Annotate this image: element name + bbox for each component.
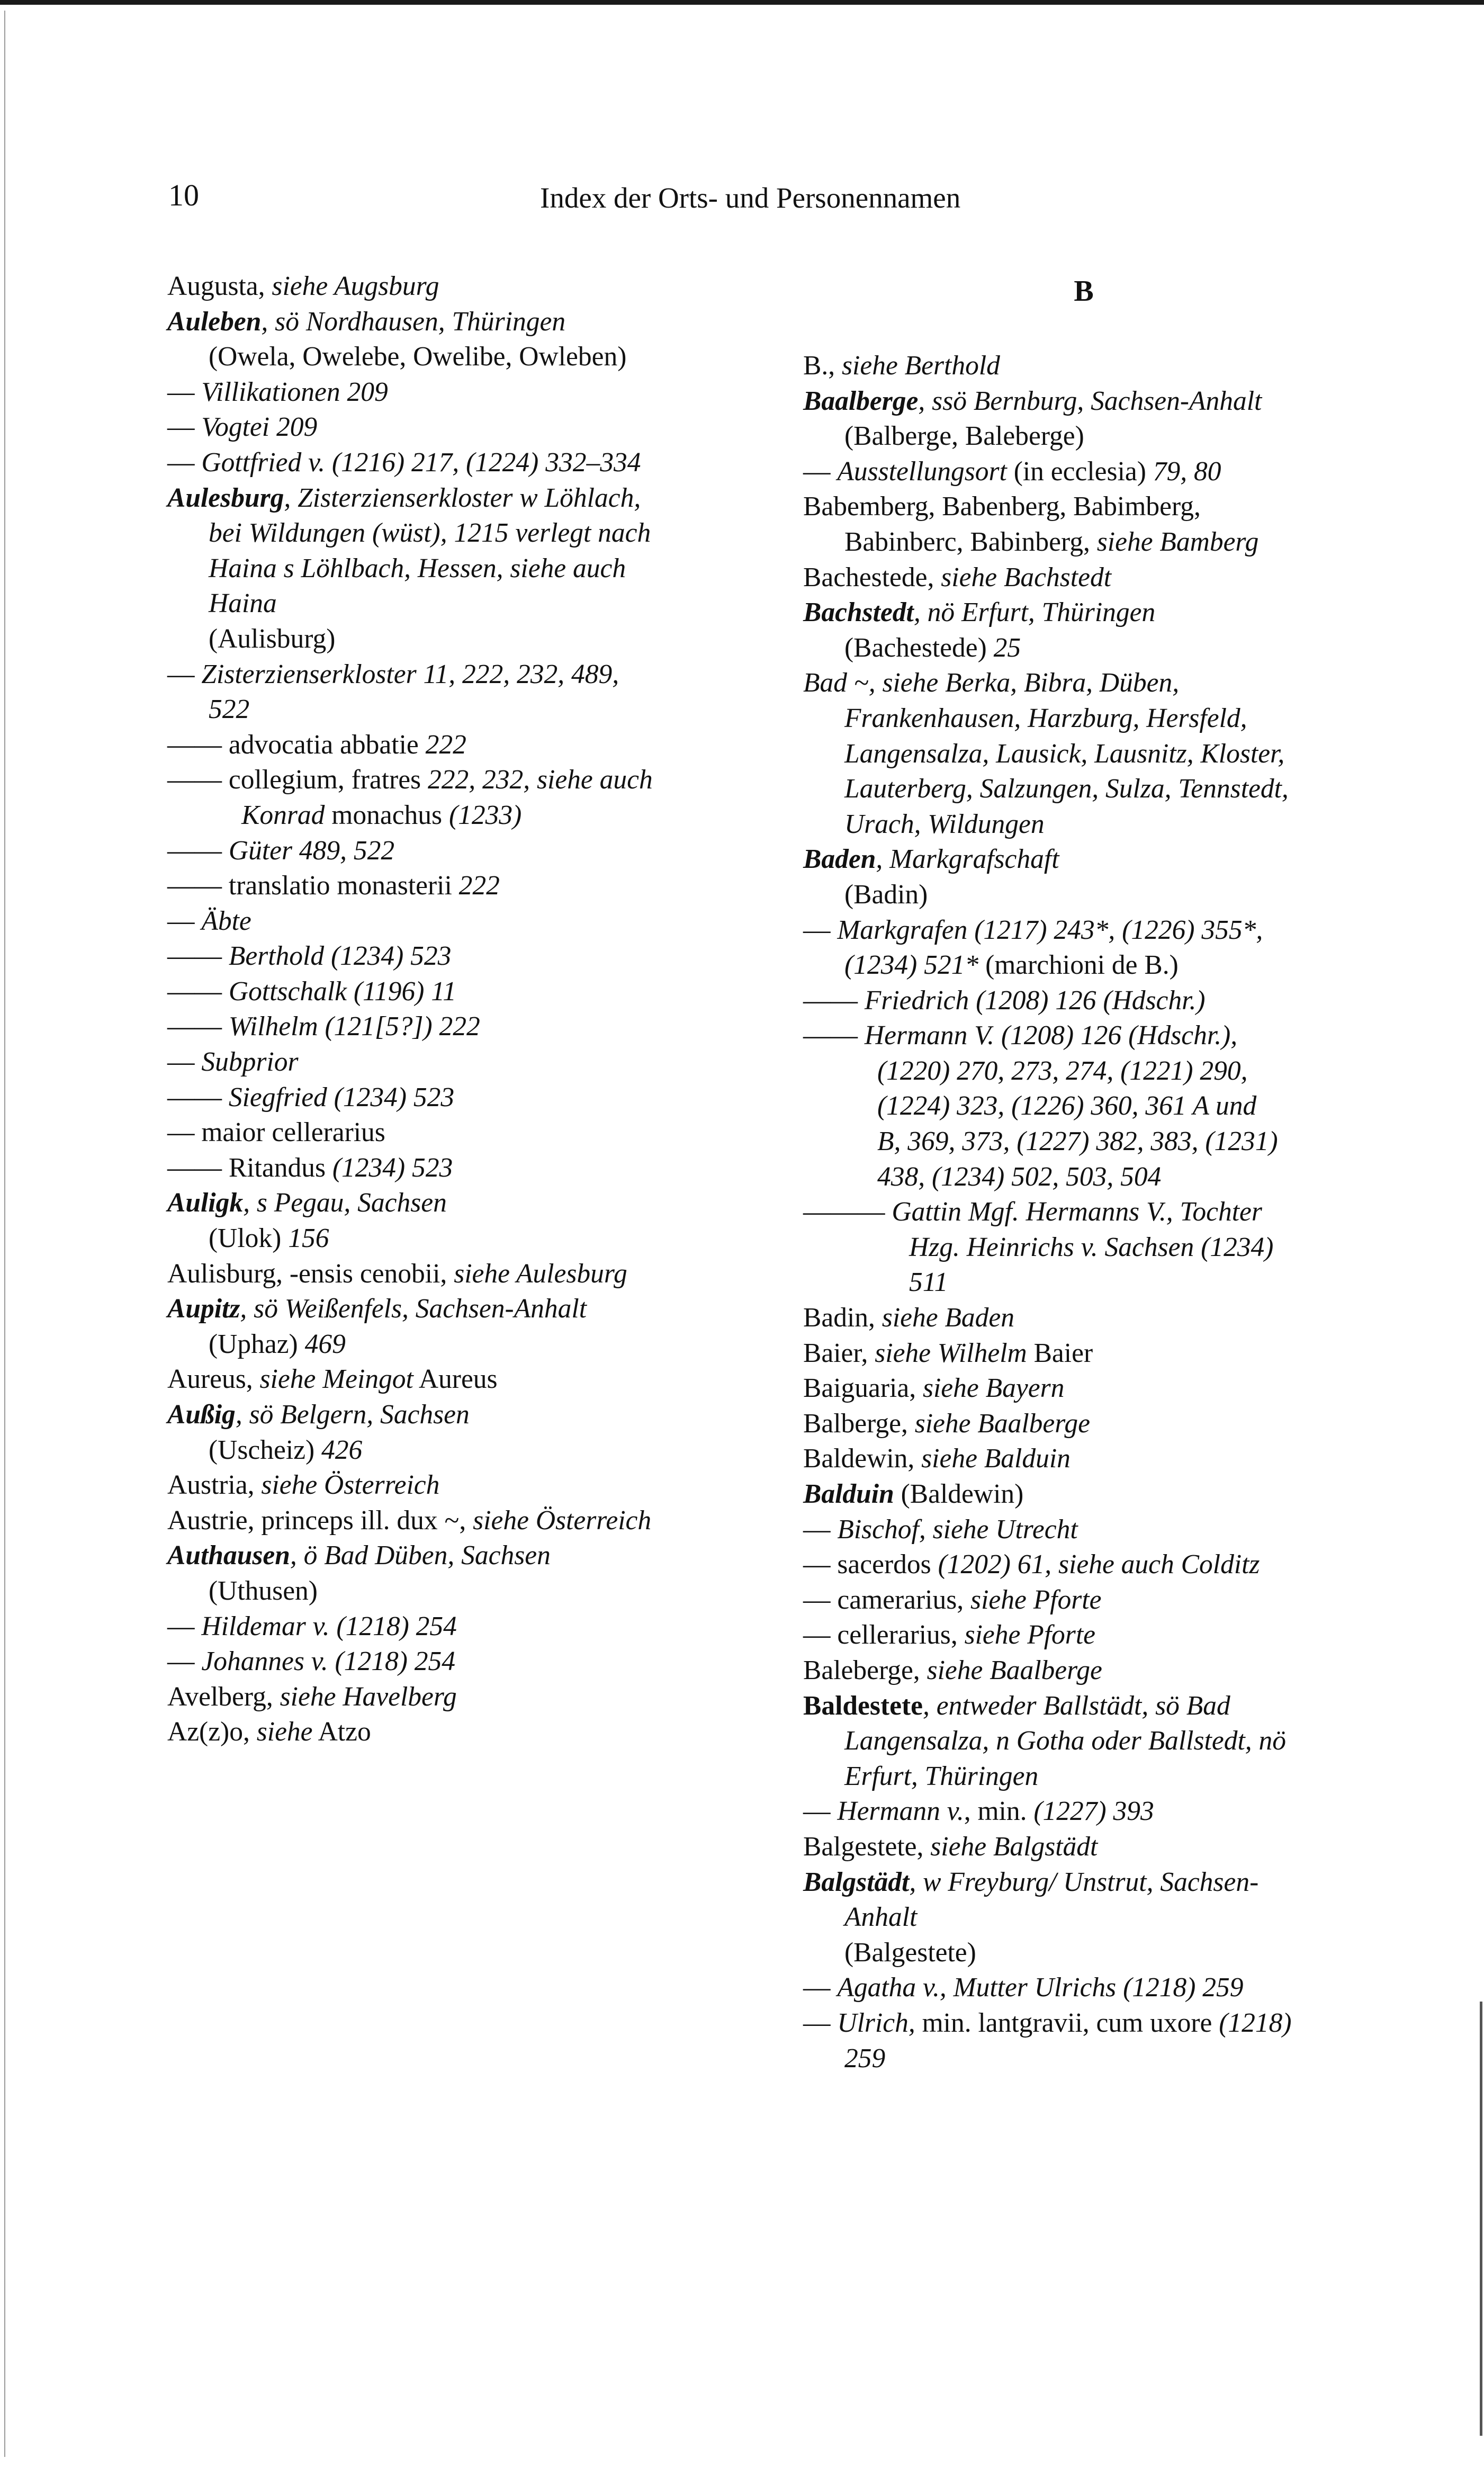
index-line (803, 1653, 1364, 1689)
index-text: Langensalza, Lausick, Lausnitz, Kloster, (844, 738, 1285, 769)
index-line (167, 1186, 739, 1221)
index-text: siehe Baden (882, 1303, 1015, 1333)
index-text: Az(z)o, (167, 1717, 257, 1747)
index-text: (marchioni de B.) (978, 950, 1179, 981)
index-text: — (803, 2007, 838, 2038)
index-text: Frankenhausen, Harzburg, Hersfeld, (844, 703, 1247, 733)
index-text: siehe Pforte (970, 1584, 1102, 1615)
index-text: (Badin) (844, 879, 928, 910)
index-text: (Balgestete) (844, 1937, 976, 1968)
index-text: 511 (909, 1267, 948, 1298)
index-text: B., (803, 351, 842, 381)
index-text: — (803, 1972, 838, 2003)
index-line (167, 1151, 739, 1186)
index-text: — (167, 905, 202, 936)
index-text: Balberge, (803, 1408, 915, 1439)
index-text: —— (803, 1020, 865, 1051)
index-line (803, 877, 1364, 913)
index-text: Baier, (803, 1338, 875, 1368)
index-text: Balgestete, (803, 1831, 931, 1862)
index-line (167, 1257, 739, 1292)
index-line (167, 762, 739, 798)
index-text: siehe Bamberg (1096, 526, 1259, 557)
index-text: 222 (458, 871, 500, 901)
index-line (803, 1230, 1364, 1266)
index-text: Gottschalk (1196) 11 (228, 976, 456, 1007)
index-line (803, 983, 1364, 1019)
index-text: — maior cellerarius (167, 1117, 385, 1148)
index-text: Subprior (201, 1047, 299, 1078)
index-line (167, 939, 739, 974)
index-headword: Aulesburg (167, 482, 284, 513)
index-line (803, 1371, 1364, 1406)
index-line (803, 1018, 1364, 1054)
index-line (167, 1221, 739, 1257)
index-text: 426 (321, 1434, 363, 1465)
index-line (167, 1433, 739, 1468)
index-text: Austrie, princeps ill. dux ~, (167, 1505, 473, 1536)
section-letter: B (1074, 275, 1094, 308)
index-line (803, 1970, 1364, 2006)
index-text: (in ecclesia) (1006, 456, 1153, 487)
index-text: , entweder Ballstädt, sö Bad (922, 1690, 1230, 1721)
index-line (167, 833, 739, 869)
index-text: siehe (256, 1717, 313, 1747)
index-text: , Zisterzienserkloster w Löhlach, (284, 482, 641, 513)
index-text: (Balberge, Baleberge) (844, 421, 1084, 452)
index-text: Güter 489, 522 (228, 835, 395, 866)
index-text: siehe Berthold (841, 351, 1000, 381)
index-text: Haina s Löhlbach, Hessen, siehe auch (209, 553, 626, 584)
index-headword: Baldestete (803, 1690, 923, 1721)
index-line (167, 410, 739, 445)
index-line (167, 1080, 739, 1116)
index-line (167, 1538, 739, 1574)
index-line (167, 798, 739, 833)
index-text: Anhalt (844, 1902, 918, 1933)
index-text: siehe Bayern (922, 1373, 1065, 1404)
index-text: Äbte (201, 905, 251, 936)
index-line (803, 525, 1364, 560)
index-text: Hermann V. (1208) 126 (Hdschr.), (864, 1020, 1238, 1051)
index-line (167, 1468, 739, 1503)
index-text: —— (167, 835, 229, 866)
index-headword: Balgstädt (803, 1867, 910, 1897)
index-text: — (803, 1514, 838, 1545)
index-line (803, 666, 1364, 701)
index-text: Gattin Mgf. Hermanns V., Tochter (892, 1197, 1262, 1227)
index-text: Berthold (1234) 523 (228, 941, 452, 972)
index-text: Langensalza, n Gotha oder Ballstedt, nö (844, 1726, 1287, 1756)
index-line (803, 454, 1364, 490)
index-text: 259 (844, 2043, 886, 2074)
index-line (803, 771, 1364, 807)
index-headword: Balduin (803, 1479, 894, 1509)
index-text: 79, 80 (1153, 456, 1221, 487)
index-text: 438, (1234) 502, 503, 504 (877, 1161, 1162, 1192)
index-text: , min. (964, 1796, 1034, 1827)
index-line (803, 1300, 1364, 1336)
index-line (167, 586, 739, 622)
index-headword: Auleben (167, 306, 262, 337)
index-line (803, 1195, 1364, 1230)
index-line (803, 807, 1364, 842)
index-line (167, 1115, 739, 1151)
index-text: siehe Aulesburg (454, 1258, 627, 1289)
index-line (803, 1794, 1364, 1829)
index-text: — (167, 447, 202, 478)
index-text: Zisterzienserkloster 11, 222, 232, 489, (201, 659, 619, 689)
index-text: Vogtei 209 (201, 412, 318, 443)
index-text: Babemberg, Babenberg, Babimberg, (803, 491, 1201, 522)
index-text: Erfurt, Thüringen (844, 1761, 1039, 1791)
index-text: Bischof, siehe Utrecht (837, 1514, 1078, 1545)
index-text: (Bachestede) (844, 632, 994, 663)
index-line (167, 1680, 739, 1715)
index-line (167, 1009, 739, 1045)
index-text: Johannes v. (1218) 254 (201, 1646, 455, 1677)
index-text: , sö Belgern, Sachsen (235, 1400, 470, 1430)
index-text: Atzo (312, 1717, 371, 1747)
index-column-right (803, 269, 1364, 2076)
index-text: Bad ~, siehe Berka, Bibra, Düben, (803, 668, 1180, 698)
index-text: — (167, 659, 202, 689)
index-text: — (167, 1047, 202, 1078)
index-text: siehe Baalberge (914, 1408, 1091, 1439)
index-line (803, 1160, 1364, 1195)
index-text: — (167, 412, 202, 443)
index-text: Agatha v., Mutter Ulrichs (1218) 259 (837, 1972, 1244, 2003)
index-line (167, 1503, 739, 1539)
index-text: — (803, 914, 838, 945)
index-text: siehe Österreich (261, 1470, 440, 1501)
index-text: 522 (209, 694, 250, 725)
index-line (803, 1724, 1364, 1759)
index-line (803, 842, 1364, 877)
index-text: —— (167, 941, 229, 972)
index-line (167, 728, 739, 763)
index-line (803, 1054, 1364, 1089)
index-text: Babinberc, Babinberg, (844, 526, 1097, 557)
index-text: siehe Balgstädt (930, 1831, 1098, 1862)
index-text: Markgrafen (1217) 243*, (1226) 355*, (837, 914, 1263, 945)
index-text: Baleberge, (803, 1655, 927, 1685)
index-text: siehe Augsburg (272, 271, 439, 301)
index-line (167, 1644, 739, 1680)
index-line (167, 1045, 739, 1080)
index-text: siehe Wilhelm (875, 1338, 1027, 1368)
index-text: Villikationen 209 (201, 376, 388, 407)
index-headword: Aupitz (167, 1294, 240, 1324)
index-text: Hildemar v. (1218) 254 (201, 1611, 457, 1641)
index-text: Aureus (413, 1364, 498, 1395)
index-text: siehe Bachstedt (941, 562, 1112, 593)
index-line (167, 516, 739, 551)
index-line (803, 737, 1364, 772)
index-text: Gottfried v. (1216) 217, (1224) 332–334 (201, 447, 641, 478)
index-text: — camerarius, (803, 1584, 971, 1615)
running-header-title: Index der Orts- und Personennamen (540, 182, 961, 214)
index-line (803, 1829, 1364, 1865)
index-text: 222 (425, 729, 466, 760)
index-text: Siegfried (1234) 523 (228, 1082, 455, 1113)
index-line (167, 1291, 739, 1327)
index-text: (Uthusen) (209, 1575, 318, 1606)
index-line (167, 445, 739, 481)
index-line (803, 419, 1364, 454)
index-text: —— (167, 976, 229, 1007)
index-text: —— (167, 1011, 229, 1042)
index-line (803, 1406, 1364, 1442)
index-text: Friedrich (1208) 126 (Hdschr.) (864, 985, 1206, 1016)
index-line (803, 489, 1364, 525)
index-text: ——— (803, 1197, 892, 1227)
index-line (167, 1715, 739, 1750)
index-line (803, 1089, 1364, 1124)
index-line (167, 1609, 739, 1645)
index-headword: Authausen (167, 1540, 290, 1571)
index-text: , Markgrafschaft (876, 844, 1059, 875)
index-line (803, 631, 1364, 666)
index-line (167, 657, 739, 693)
index-text: — sacerdos (803, 1549, 938, 1580)
index-line (803, 1265, 1364, 1300)
index-text: Wilhelm (121[5?]) 222 (228, 1011, 480, 1042)
index-text: , ö Bad Düben, Sachsen (290, 1540, 551, 1571)
index-column-left (167, 269, 739, 1750)
index-text: Hzg. Heinrichs v. Sachsen (1234) (909, 1232, 1274, 1262)
index-line (167, 974, 739, 1010)
index-text: Urach, Wildungen (844, 809, 1045, 839)
index-line (803, 1618, 1364, 1653)
index-text: min. lantgravii, cum uxore (915, 2007, 1219, 2038)
index-text: 156 (288, 1223, 329, 1254)
index-line (803, 1512, 1364, 1548)
index-line (167, 304, 739, 340)
index-text: siehe Pforte (964, 1620, 1095, 1650)
index-text: siehe Havelberg (280, 1681, 457, 1712)
index-text: Lauterberg, Salzungen, Sulza, Tennstedt, (844, 774, 1289, 804)
index-line (167, 868, 739, 904)
index-text: (Aulisburg) (209, 623, 336, 654)
index-text: (Owela, Owelebe, Owelibe, Owleben) (209, 342, 627, 372)
index-text: — cellerarius, (803, 1620, 965, 1650)
index-line (803, 2041, 1364, 2077)
index-line (803, 2006, 1364, 2041)
index-line (803, 1935, 1364, 1971)
index-text: siehe Balduin (921, 1443, 1071, 1474)
index-line (803, 348, 1364, 384)
index-text: siehe Meingot (259, 1364, 413, 1395)
index-text: Ulrich, (837, 2007, 915, 2038)
index-line (167, 1397, 739, 1433)
index-text: B, 369, 373, (1227) 382, 383, (1231) (877, 1126, 1278, 1157)
index-text: (Uphaz) (209, 1329, 305, 1359)
scan-edge-right (1480, 2002, 1482, 2436)
index-line (803, 913, 1364, 948)
index-text: — (803, 1796, 838, 1827)
index-line (167, 904, 739, 939)
index-line (167, 1362, 739, 1397)
index-headword: Bachstedt (803, 597, 914, 628)
index-text: — (167, 1611, 202, 1641)
index-line (803, 1689, 1364, 1724)
index-text: —— collegium, fratres (167, 765, 428, 795)
index-line (803, 1900, 1364, 1935)
index-text: 469 (304, 1329, 346, 1359)
index-text: Badin, (803, 1303, 882, 1333)
index-line (803, 1336, 1364, 1371)
index-text: , sö Weißenfels, Sachsen-Anhalt (240, 1294, 587, 1324)
index-line (167, 1574, 739, 1609)
index-line (167, 481, 739, 516)
index-line (803, 1124, 1364, 1160)
index-headword: Auligk (167, 1188, 244, 1218)
index-line (803, 1441, 1364, 1477)
index-text: Konrad (241, 800, 325, 830)
index-line (167, 1327, 739, 1362)
index-text: Augusta, (167, 271, 272, 301)
index-text: Baldewin, (803, 1443, 922, 1474)
index-text: —— translatio monasterii (167, 871, 459, 901)
index-text: —— Ritandus (167, 1152, 332, 1183)
index-text: — (167, 376, 202, 407)
index-text: Haina (209, 588, 277, 619)
index-line (167, 551, 739, 587)
index-text: —— (167, 1082, 229, 1113)
index-text: (1234) 523 (332, 1152, 453, 1183)
index-text: (1220) 270, 273, 274, (1221) 290, (877, 1055, 1248, 1086)
index-text: (1202) 61, siehe auch Colditz (938, 1549, 1260, 1580)
index-text: (1224) 323, (1226) 360, 361 A und (877, 1091, 1257, 1122)
scan-edge-left (4, 11, 5, 2457)
index-line (167, 375, 739, 410)
index-line (803, 384, 1364, 419)
index-text: bei Wildungen (wüst), 1215 verlegt nach (209, 518, 651, 549)
index-line (167, 339, 739, 375)
index-text: (1234) 521* (844, 950, 979, 981)
index-line (803, 1547, 1364, 1583)
index-line (803, 1759, 1364, 1795)
index-text: Baier (1027, 1338, 1093, 1368)
index-text: , nö Erfurt, Thüringen (913, 597, 1156, 628)
index-headword: Baalberge (803, 385, 919, 416)
index-text: , ssö Bernburg, Sachsen-Anhalt (918, 385, 1262, 416)
index-text: — (803, 456, 838, 487)
index-text: Aureus, (167, 1364, 260, 1395)
index-text: Austria, (167, 1470, 262, 1501)
index-text: Hermann v. (837, 1796, 964, 1827)
index-headword: Außig (167, 1400, 236, 1430)
index-line (803, 701, 1364, 737)
index-line (167, 622, 739, 657)
index-text: — (167, 1646, 202, 1677)
index-text: monachus (325, 800, 449, 830)
index-line (803, 1583, 1364, 1618)
index-text: (Uscheiz) (209, 1434, 322, 1465)
index-line (803, 1477, 1364, 1512)
index-text: , s Pegau, Sachsen (243, 1188, 447, 1218)
index-text: Baiguaria, (803, 1373, 923, 1404)
index-text: 25 (993, 632, 1021, 663)
index-text: (1227) 393 (1033, 1796, 1154, 1827)
index-line (167, 269, 739, 304)
index-text: (1218) (1219, 2007, 1292, 2038)
index-line (803, 1865, 1364, 1900)
index-text: Avelberg, (167, 1681, 280, 1712)
index-text: , sö Nordhausen, Thüringen (261, 306, 566, 337)
index-text: , w Freyburg/ Unstrut, Sachsen- (909, 1867, 1259, 1897)
index-text: Ausstellungsort (837, 456, 1007, 487)
index-text: —— (803, 985, 865, 1016)
index-text: (Ulok) (209, 1223, 289, 1254)
index-text: (1233) (448, 800, 522, 830)
index-headword: Baden (803, 844, 876, 875)
index-text: Bachestede, (803, 562, 941, 593)
index-line (803, 560, 1364, 596)
index-entries-right (803, 348, 1364, 2076)
index-text: siehe Baalberge (927, 1655, 1102, 1685)
scan-edge-top (0, 0, 1484, 5)
index-line (167, 692, 739, 728)
index-text: 222, 232, siehe auch (427, 765, 653, 795)
page-number: 10 (168, 178, 199, 212)
index-line (803, 948, 1364, 983)
index-line (803, 595, 1364, 631)
index-text: (Baldewin) (894, 1479, 1024, 1509)
index-text: Aulisburg, -ensis cenobii, (167, 1258, 454, 1289)
index-text: —— advocatia abbatie (167, 729, 426, 760)
index-text: siehe Österreich (473, 1505, 652, 1536)
